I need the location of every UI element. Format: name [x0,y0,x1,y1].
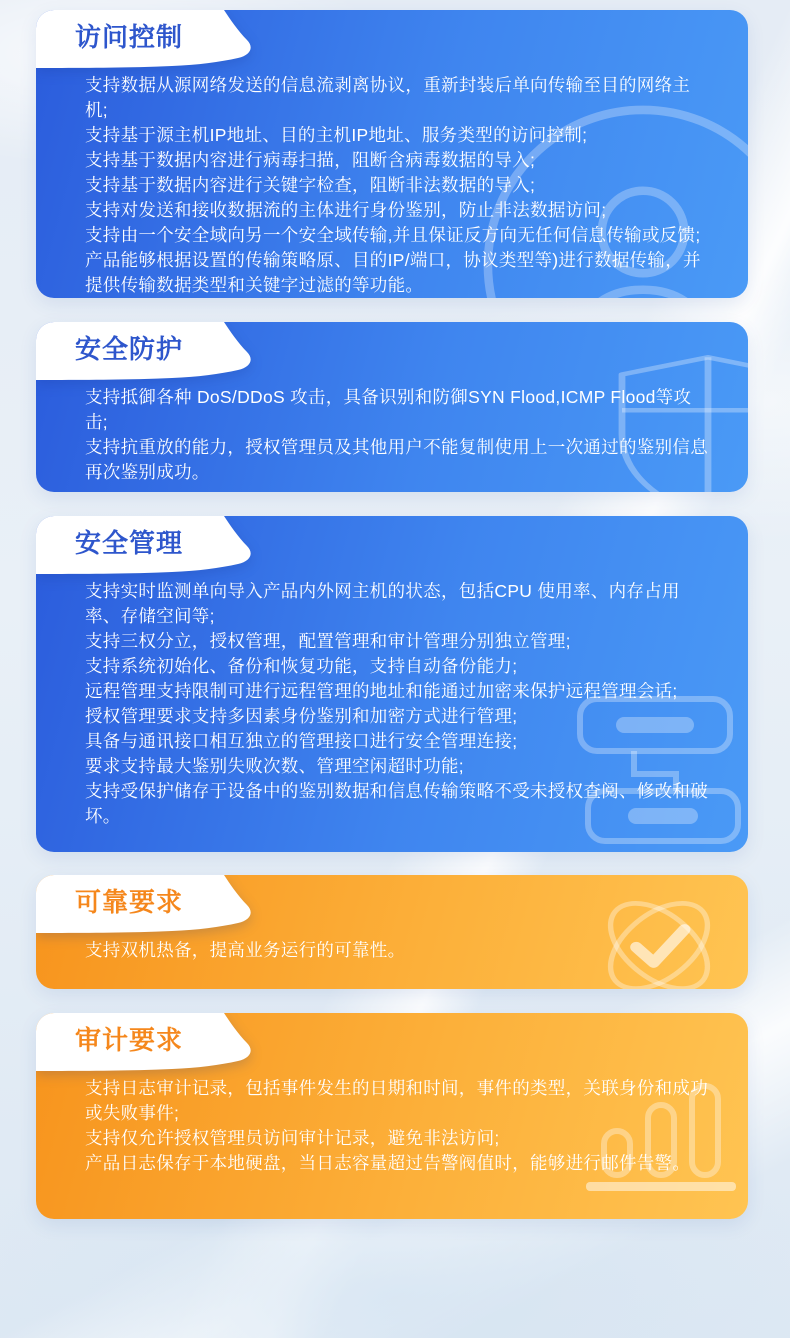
requirement-item: 支持实时监测单向导入产品内外网主机的状态，包括CPU 使用率、内存占用率、存储空间等; [85,581,680,626]
requirement-item: 授权管理要求支持多因素身份鉴别和加密方式进行管理; [85,706,518,726]
requirement-item: 产品日志保存于本地硬盘，当日志容量超过告警阀值时，能够进行邮件告警。 [85,1153,691,1173]
section-title-ribbon [36,875,268,933]
requirement-item: 支持受保护储存于设备中的鉴别数据和信息传输策略不受未授权查阅、修改和破坏。 [85,781,708,826]
requirement-item: 支持双机热备，提高业务运行的可靠性。 [85,940,406,960]
requirement-item: 支持基于数据内容进行关键字检查，阻断非法数据的导入; [85,175,536,195]
requirement-item: 具备与通讯接口相互独立的管理接口进行安全管理连接; [85,731,518,751]
requirement-item: 支持基于数据内容进行病毒扫描，阻断含病毒数据的导入; [85,150,536,170]
requirement-item: 支持仅允许授权管理员访问审计记录，避免非法访问; [85,1128,500,1148]
requirement-item: 支持日志审计记录，包括事件发生的日期和时间，事件的类型，关联身份和成功或失败事件; [85,1078,708,1123]
requirement-item: 支持抗重放的能力，授权管理员及其他用户不能复制使用上一次通过的鉴别信息再次鉴别成功。 [85,437,708,482]
requirement-item: 产品能够根据设置的传输策略原、目的IP/端口，协议类型等)进行数据传输，并提供传输数据类型和关键字过滤的等功能。 [85,250,701,295]
section-title-ribbon [36,516,268,574]
section-security-protection [36,322,748,492]
section-title: 安全管理 [74,528,183,558]
requirement-item: 要求支持最大鉴别失败次数、管理空闲超时功能; [85,756,464,776]
requirement-item: 远程管理支持限制可进行远程管理的地址和能通过加密来保护远程管理会话; [85,681,678,701]
requirement-item: 支持数据从源网络发送的信息流剥离协议，重新封装后单向传输至目的网络主机; [85,75,691,120]
requirement-item: 支持系统初始化、备份和恢复功能，支持自动备份能力; [85,656,518,676]
section-access-control [36,10,748,298]
section-title: 可靠要求 [74,887,183,917]
requirement-item: 支持抵御各种 DoS/DDoS 攻击，具备识别和防御SYN Flood,ICMP Flood等攻击; [85,387,692,432]
requirement-item: 支持对发送和接收数据流的主体进行身份鉴别，防止非法数据访问; [85,200,607,220]
section-title: 访问控制 [74,22,183,52]
section-audit [36,1013,748,1219]
section-security-management [36,516,748,852]
section-title-ribbon [36,10,268,68]
section-reliability [36,875,748,989]
requirement-item: 支持由一个安全域向另一个安全域传输,并且保证反方向无任何信息传输或反馈; [85,225,701,245]
section-title: 审计要求 [74,1025,183,1055]
requirement-item: 支持基于源主机IP地址、目的主机IP地址、服务类型的访问控制; [85,125,588,145]
section-title-ribbon [36,1013,268,1071]
requirement-item: 支持三权分立，授权管理，配置管理和审计管理分别独立管理; [85,631,571,651]
section-title: 安全防护 [74,334,183,364]
section-title-ribbon [36,322,268,380]
